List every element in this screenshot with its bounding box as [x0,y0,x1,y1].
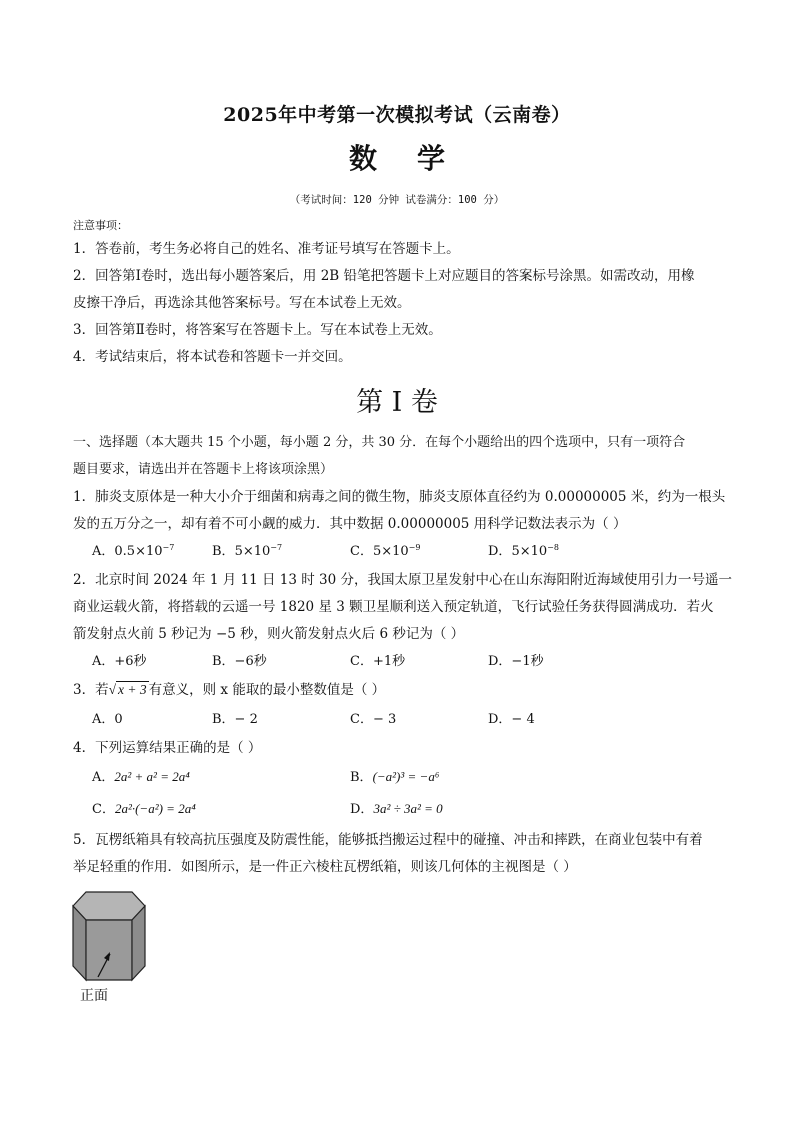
prism-right-face [132,906,145,980]
note-item: 皮擦干净后，再选涂其他答案标号。写在本试卷上无效。 [73,295,411,311]
q4-option-a: A．2a² + a² = 2a⁴ [92,769,190,785]
q3-option-b: B．− 2 [212,712,258,727]
question-3-text: 3．若√ x + 3 有意义，则 x 能取的最小整数值是（ ） [73,682,386,698]
exam-title: 2025年中考第一次模拟考试（云南卷） [223,104,571,126]
q1-option-d: D．$5\times 10^{-8}$ [488,543,559,559]
figure-label-front: 正面 [80,988,108,1004]
q2-option-d: D．−1秒 [488,654,544,669]
prism-top-face [73,892,145,920]
question-1-text: 发的五万分之一，却有着不可小觑的威力．其中数据 0.00000005 用科学记数法表示为（ ） [73,516,627,532]
q4-option-c: C．2a²·(−a²) = 2a⁴ [92,801,196,817]
q4-option-d: D．3a² ÷ 3a² = 0 [350,801,443,817]
q1-option-b: B．$5\times 10^{-7}$ [212,543,283,559]
q1-option-a: A．$0.5\times 10^{-7}$ [92,543,175,559]
notes-title: 注意事项： [73,219,128,232]
note-item: 2．回答第Ⅰ卷时，选出每小题答案后，用 2B 铅笔把答题卡上对应题目的答案标号涂黑。如需改动，用橡 [73,268,695,284]
note-item: 4．考试结束后，将本试卷和答题卡一并交回。 [73,349,352,365]
q3-option-d: D．− 4 [488,712,535,727]
prism-left-face [73,906,86,980]
subject-char: 数 [348,142,377,175]
question-2-text: 商业运载火箭，将搭载的云遥一号 1820 星 3 颗卫星顺利送入预定轨道，飞行试验任务获得圆满成功．若火 [73,599,714,615]
q1-option-c: C．$5\times 10^{-9}$ [350,543,421,559]
q3-option-a: A．0 [92,712,123,727]
sqrt-expression: √ x + 3 [108,682,147,697]
subject-title [0,137,794,177]
section-heading: 一、选择题（本大题共 15 个小题，每小题 2 分，共 30 分．在每个小题给出的四个选项中，只有一项符合 [73,435,686,450]
exam-info: （考试时间：120 分钟 试卷满分：100 分） [289,194,505,206]
subject-char: 学 [417,142,446,175]
question-4-text: 4．下列运算结果正确的是（ ） [73,740,262,756]
q2-option-c: C．+1秒 [350,654,406,669]
question-5-text: 5．瓦楞纸箱具有较高抗压强度及防震性能，能够抵挡搬运过程中的碰撞、冲击和摔跌，在商业包装中有着 [73,832,703,848]
q3-option-c: C．− 3 [350,712,397,727]
q2-option-a: A．+6秒 [92,654,147,669]
question-1-text: 1．肺炎支原体是一种大小介于细菌和病毒之间的微生物，肺炎支原体直径约为 0.00000005 米，约为一根头 [73,489,726,505]
q2-option-b: B．−6秒 [212,654,267,669]
section-heading: 题目要求，请选出并在答题卡上将该项涂黑） [73,462,334,477]
note-item: 1．答卷前，考生务必将自己的姓名、准考证号填写在答题卡上。 [73,241,460,257]
question-2-text: 箭发射点火前 5 秒记为 −5 秒，则火箭发射点火后 6 秒记为（ ） [73,626,465,642]
note-item: 3．回答第Ⅱ卷时，将答案写在答题卡上。写在本试卷上无效。 [73,322,442,338]
question-2-text: 2．北京时间 2024 年 1 月 11 日 13 时 30 分，我国太原卫星发射中心在山东海阳附近海域使用引力一号遥一 [73,572,732,588]
prism-front-face [86,920,132,980]
volume-title: 第 I 卷 [356,387,438,418]
question-5-text: 举足轻重的作用．如图所示，是一件正六棱柱瓦楞纸箱，则该几何体的主视图是（ ） [73,859,577,875]
q4-option-b: B．(−a²)³ = −a⁶ [350,769,440,785]
